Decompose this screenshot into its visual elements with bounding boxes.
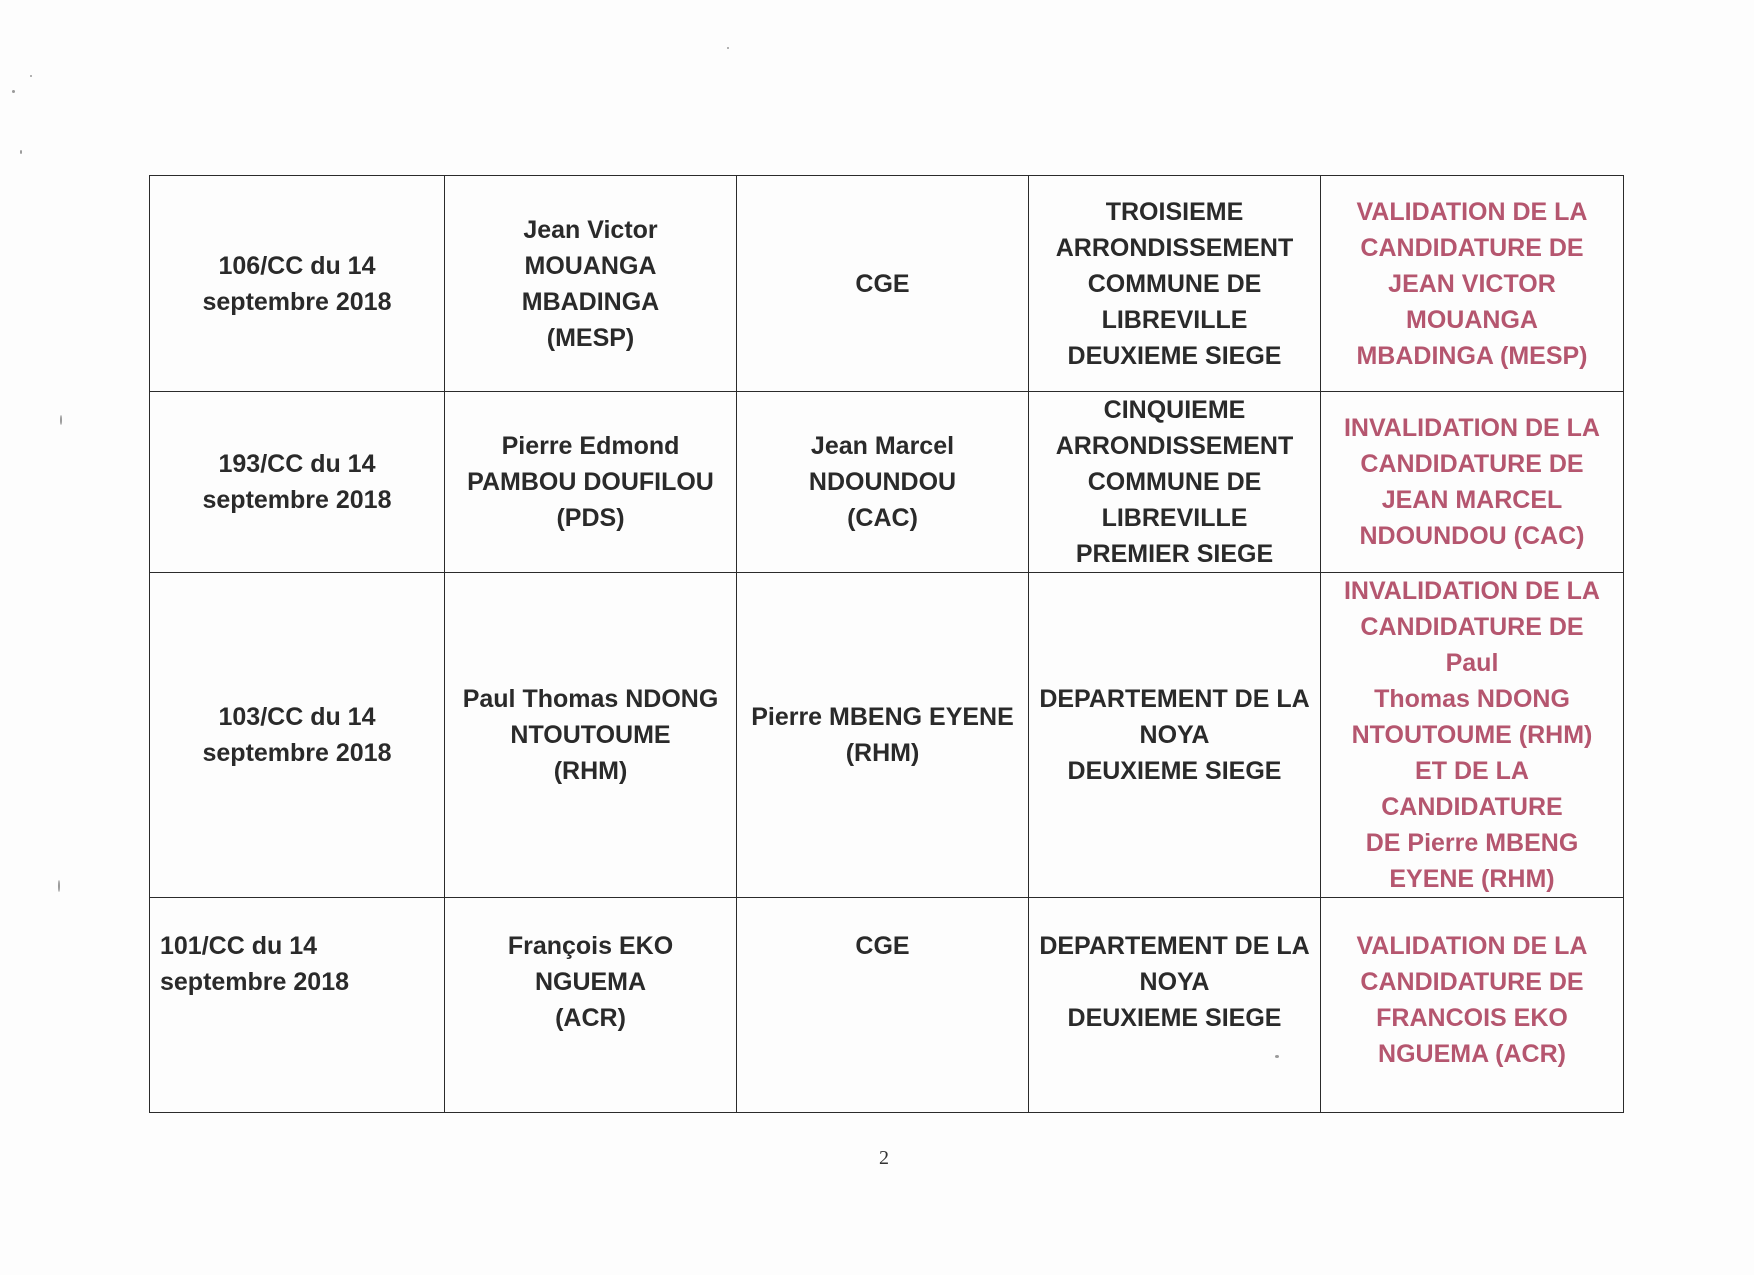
scan-speck — [1275, 1055, 1279, 1058]
table-row — [150, 898, 1624, 1113]
candidate-cell: François EKO NGUEMA (ACR) — [445, 898, 737, 1113]
decision-number-cell: 101/CC du 14 septembre 2018 — [150, 898, 445, 1113]
constituency-cell: DEPARTEMENT DE LA NOYA DEUXIEME SIEGE — [1029, 898, 1321, 1113]
decision-number-cell: 193/CC du 14 septembre 2018 — [150, 392, 445, 573]
table-row — [150, 392, 1624, 573]
constituency-cell: TROISIEME ARRONDISSEMENT COMMUNE DE LIBREVILLE DEUXIEME SIEGE — [1029, 176, 1321, 392]
candidate-cell: Pierre Edmond PAMBOU DOUFILOU (PDS) — [445, 392, 737, 573]
decisions-table — [149, 175, 1624, 1113]
scan-speck — [20, 150, 22, 154]
ruling-cell: VALIDATION DE LA CANDIDATURE DE JEAN VICTOR MOUANGA MBADINGA (MESP) — [1321, 176, 1624, 392]
constituency-cell: CINQUIEME ARRONDISSEMENT COMMUNE DE LIBREVILLE PREMIER SIEGE — [1029, 392, 1321, 573]
scan-speck — [30, 75, 32, 77]
scan-speck — [60, 415, 62, 425]
scan-speck — [12, 90, 15, 93]
candidate-cell: Paul Thomas NDONG NTOUTOUME (RHM) — [445, 573, 737, 898]
candidate-cell: Jean Victor MOUANGA MBADINGA (MESP) — [445, 176, 737, 392]
scan-speck — [727, 47, 729, 49]
scan-speck — [58, 880, 60, 892]
table-row — [150, 176, 1624, 392]
ruling-cell: INVALIDATION DE LA CANDIDATURE DE Paul Thomas NDONG NTOUTOUME (RHM) ET DE LA CANDIDATURE DE Pierre MBENG EYENE (RHM) — [1321, 573, 1624, 898]
constituency-cell: DEPARTEMENT DE LA NOYA DEUXIEME SIEGE — [1029, 573, 1321, 898]
opponent-cell: CGE — [737, 898, 1029, 1113]
decision-number-cell: 106/CC du 14 septembre 2018 — [150, 176, 445, 392]
decision-number-cell: 103/CC du 14 septembre 2018 — [150, 573, 445, 898]
table-row — [150, 573, 1624, 898]
opponent-cell: Jean Marcel NDOUNDOU (CAC) — [737, 392, 1029, 573]
opponent-cell: CGE — [737, 176, 1029, 392]
page-number: 2 — [879, 1147, 889, 1169]
ruling-cell: VALIDATION DE LA CANDIDATURE DE FRANCOIS EKO NGUEMA (ACR) — [1321, 898, 1624, 1113]
opponent-cell: Pierre MBENG EYENE (RHM) — [737, 573, 1029, 898]
ruling-cell: INVALIDATION DE LA CANDIDATURE DE JEAN MARCEL NDOUNDOU (CAC) — [1321, 392, 1624, 573]
